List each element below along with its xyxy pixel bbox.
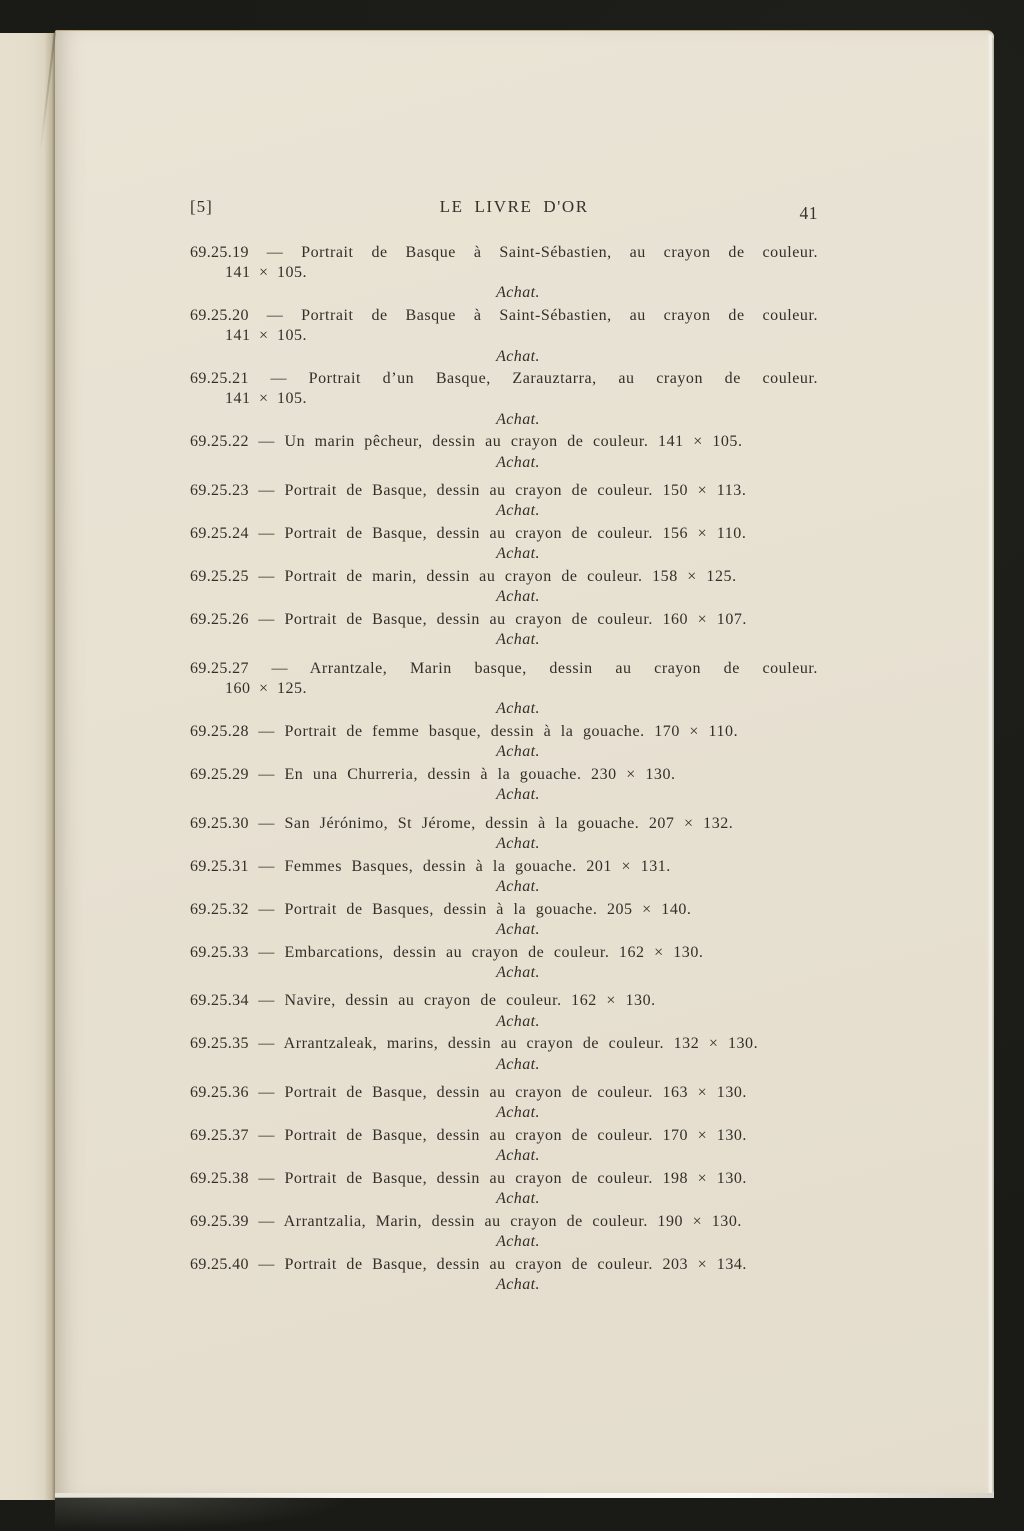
entry-description: Arrantzaleak, marins, dessin au crayon de couleur. 132 × 130. xyxy=(283,1035,759,1053)
catalog-entry xyxy=(190,659,818,720)
acquisition-note: Achat. xyxy=(496,700,540,718)
catalog-entry xyxy=(190,481,818,521)
dash-separator: — xyxy=(248,992,285,1010)
entry-description: Portrait de Basques, dessin à la gouache. 205 × 140. xyxy=(284,900,692,918)
catalog-entry xyxy=(190,306,818,367)
catalog-entry xyxy=(190,900,818,940)
acquisition-note: Achat. xyxy=(496,284,540,302)
dash-separator: — xyxy=(248,370,309,388)
entry-number: 69.25.21 xyxy=(190,370,249,388)
entry-text-line xyxy=(190,1169,818,1189)
entry-text-line xyxy=(190,610,818,630)
entry-text-line xyxy=(190,369,818,389)
acquisition-note: Achat. xyxy=(496,1104,540,1122)
dash-separator: — xyxy=(248,307,302,325)
dash-separator: — xyxy=(248,244,302,261)
entry-text-line xyxy=(190,857,818,877)
entry-number: 69.25.29 xyxy=(190,765,249,783)
entry-description: Portrait de Basque, dessin au crayon de couleur. 170 × 130. xyxy=(284,1127,747,1145)
entry-number: 69.25.32 xyxy=(190,900,249,918)
entry-text-line xyxy=(190,991,818,1011)
dash-separator: — xyxy=(248,610,285,628)
catalog-entry xyxy=(190,1255,818,1295)
catalog-entry xyxy=(190,943,818,983)
entry-text-line xyxy=(190,306,818,326)
entry-text-line xyxy=(190,943,818,963)
entry-text-line xyxy=(190,814,818,834)
entry-text-line xyxy=(190,1126,818,1146)
entry-description: Portrait de marin, dessin au crayon de couleur. 158 × 125. xyxy=(284,568,737,586)
acquisition-note: Achat. xyxy=(496,743,540,761)
entry-number: 69.25.26 xyxy=(190,610,249,628)
entry-description: Portrait de Basque, dessin au crayon de couleur. 203 × 134. xyxy=(284,1255,747,1273)
dash-separator: — xyxy=(248,568,285,586)
acquisition-note: Achat. xyxy=(496,786,540,804)
entry-text-line xyxy=(190,1034,818,1054)
acquisition-note: Achat. xyxy=(496,410,540,428)
catalog-entry xyxy=(190,610,818,650)
entry-number: 69.25.38 xyxy=(190,1170,249,1188)
entry-number: 69.25.31 xyxy=(190,857,249,875)
entry-number: 69.25.30 xyxy=(190,814,249,832)
catalog-entry xyxy=(190,1083,818,1123)
catalog-entry xyxy=(190,765,818,805)
entry-description: Portrait de Basque à Saint-Sébastien, au crayon de couleur. xyxy=(301,307,818,325)
catalog-entry-list xyxy=(190,243,818,1298)
catalog-entry xyxy=(190,1212,818,1252)
entry-description: Un marin pêcheur, dessin au crayon de couleur. 141 × 105. xyxy=(284,433,743,451)
entry-text-line xyxy=(190,243,818,263)
entry-description: Portrait de Basque, dessin au crayon de couleur. 163 × 130. xyxy=(284,1084,747,1102)
entry-description: Portrait de Basque, dessin au crayon de couleur. 156 × 110. xyxy=(284,525,747,543)
dash-separator: — xyxy=(248,433,285,451)
entry-description: Portrait de Basque, dessin au crayon de couleur. 160 × 107. xyxy=(284,610,747,628)
entry-text-line xyxy=(190,900,818,920)
entry-description: Arrantzalia, Marin, dessin au crayon de couleur. 190 × 130. xyxy=(283,1212,742,1230)
catalog-entry xyxy=(190,1126,818,1166)
entry-description: En una Churreria, dessin à la gouache. 230 × 130. xyxy=(284,765,676,783)
dash-separator: — xyxy=(248,900,285,918)
entry-text-line xyxy=(190,765,818,785)
entry-description: Arrantzale, Marin basque, dessin au crayon de couleur. xyxy=(309,659,818,677)
entry-number: 69.25.27 xyxy=(190,659,249,677)
dash-separator: — xyxy=(248,765,285,783)
book-page xyxy=(55,30,994,1497)
facing-page-edge xyxy=(0,33,55,1500)
entry-text-line xyxy=(190,1083,818,1103)
entry-number: 69.25.35 xyxy=(190,1035,249,1053)
entry-number: 69.25.20 xyxy=(190,307,249,325)
acquisition-note: Achat. xyxy=(496,588,540,606)
entry-text-line xyxy=(190,659,818,679)
page-number: 41 xyxy=(799,203,818,223)
entry-description: Portrait de Basque à Saint-Sébastien, au crayon de couleur. xyxy=(301,244,818,261)
acquisition-note: Achat. xyxy=(496,920,540,938)
entry-description: Portrait d’un Basque, Zarauztarra, au crayon de couleur. xyxy=(308,370,818,388)
acquisition-note: Achat. xyxy=(496,1012,540,1030)
entry-number: 69.25.36 xyxy=(190,1084,249,1102)
dash-separator: — xyxy=(248,943,285,961)
acquisition-note: Achat. xyxy=(496,963,540,981)
acquisition-note: Achat. xyxy=(496,1233,540,1251)
catalog-entry xyxy=(190,722,818,762)
entry-description: Embarcations, dessin au crayon de couleur. 162 × 130. xyxy=(284,943,704,961)
page-bottom-shadow xyxy=(55,1497,355,1531)
entry-number: 69.25.39 xyxy=(190,1212,249,1230)
acquisition-note: Achat. xyxy=(496,834,540,852)
entry-dimensions: 141 × 105. xyxy=(225,327,308,345)
dash-separator: — xyxy=(248,1084,285,1102)
entry-number: 69.25.24 xyxy=(190,525,249,543)
dash-separator: — xyxy=(248,1035,284,1053)
catalog-entry xyxy=(190,1034,818,1074)
dash-separator: — xyxy=(248,857,285,875)
entry-text-line xyxy=(190,722,818,742)
catalog-entry xyxy=(190,814,818,854)
catalog-entry xyxy=(190,567,818,607)
signature-mark: [5] xyxy=(190,197,213,216)
entry-description: Femmes Basques, dessin à la gouache. 201 × 131. xyxy=(284,857,671,875)
entry-number: 69.25.25 xyxy=(190,568,249,586)
dash-separator: — xyxy=(248,482,285,500)
entry-text-line xyxy=(190,432,818,452)
entry-number: 69.25.19 xyxy=(190,244,249,261)
dash-separator: — xyxy=(248,659,310,677)
catalog-entry xyxy=(190,857,818,897)
acquisition-note: Achat. xyxy=(496,1055,540,1073)
entry-description: Navire, dessin au crayon de couleur. 162 × 130. xyxy=(284,992,656,1010)
dash-separator: — xyxy=(248,722,285,740)
acquisition-note: Achat. xyxy=(496,545,540,563)
acquisition-note: Achat. xyxy=(496,1190,540,1208)
entry-number: 69.25.40 xyxy=(190,1255,249,1273)
catalog-entry xyxy=(190,991,818,1031)
entry-text-line xyxy=(190,1255,818,1275)
catalog-entry xyxy=(190,243,818,304)
acquisition-note: Achat. xyxy=(496,877,540,895)
running-title: LE LIVRE D'OR xyxy=(439,197,589,216)
acquisition-note: Achat. xyxy=(496,631,540,649)
acquisition-note: Achat. xyxy=(496,1276,540,1294)
entry-dimensions: 141 × 105. xyxy=(225,264,308,282)
dash-separator: — xyxy=(248,1212,284,1230)
entry-number: 69.25.23 xyxy=(190,482,249,500)
entry-description: San Jérónimo, St Jérome, dessin à la gouache. 207 × 132. xyxy=(284,814,734,832)
entry-number: 69.25.34 xyxy=(190,992,249,1010)
entry-text-line xyxy=(190,567,818,587)
catalog-entry xyxy=(190,1169,818,1209)
dash-separator: — xyxy=(248,1170,285,1188)
catalog-entry xyxy=(190,524,818,564)
entry-dimensions: 141 × 105. xyxy=(225,390,308,408)
entry-number: 69.25.33 xyxy=(190,943,249,961)
entry-text-line xyxy=(190,481,818,501)
entry-number: 69.25.28 xyxy=(190,722,249,740)
entry-number: 69.25.37 xyxy=(190,1127,249,1145)
entry-description: Portrait de Basque, dessin au crayon de couleur. 150 × 113. xyxy=(284,482,747,500)
running-header xyxy=(190,196,818,223)
catalog-entry xyxy=(190,369,818,430)
dash-separator: — xyxy=(248,525,285,543)
acquisition-note: Achat. xyxy=(496,502,540,520)
acquisition-note: Achat. xyxy=(496,453,540,471)
dash-separator: — xyxy=(248,1255,285,1273)
entry-description: Portrait de femme basque, dessin à la gouache. 170 × 110. xyxy=(284,722,739,740)
acquisition-note: Achat. xyxy=(496,347,540,365)
entry-dimensions: 160 × 125. xyxy=(225,680,308,698)
dash-separator: — xyxy=(248,814,285,832)
entry-number: 69.25.22 xyxy=(190,433,249,451)
catalog-entry xyxy=(190,432,818,472)
entry-description: Portrait de Basque, dessin au crayon de couleur. 198 × 130. xyxy=(284,1170,747,1188)
entry-text-line xyxy=(190,524,818,544)
acquisition-note: Achat. xyxy=(496,1147,540,1165)
entry-text-line xyxy=(190,1212,818,1232)
dash-separator: — xyxy=(248,1127,285,1145)
